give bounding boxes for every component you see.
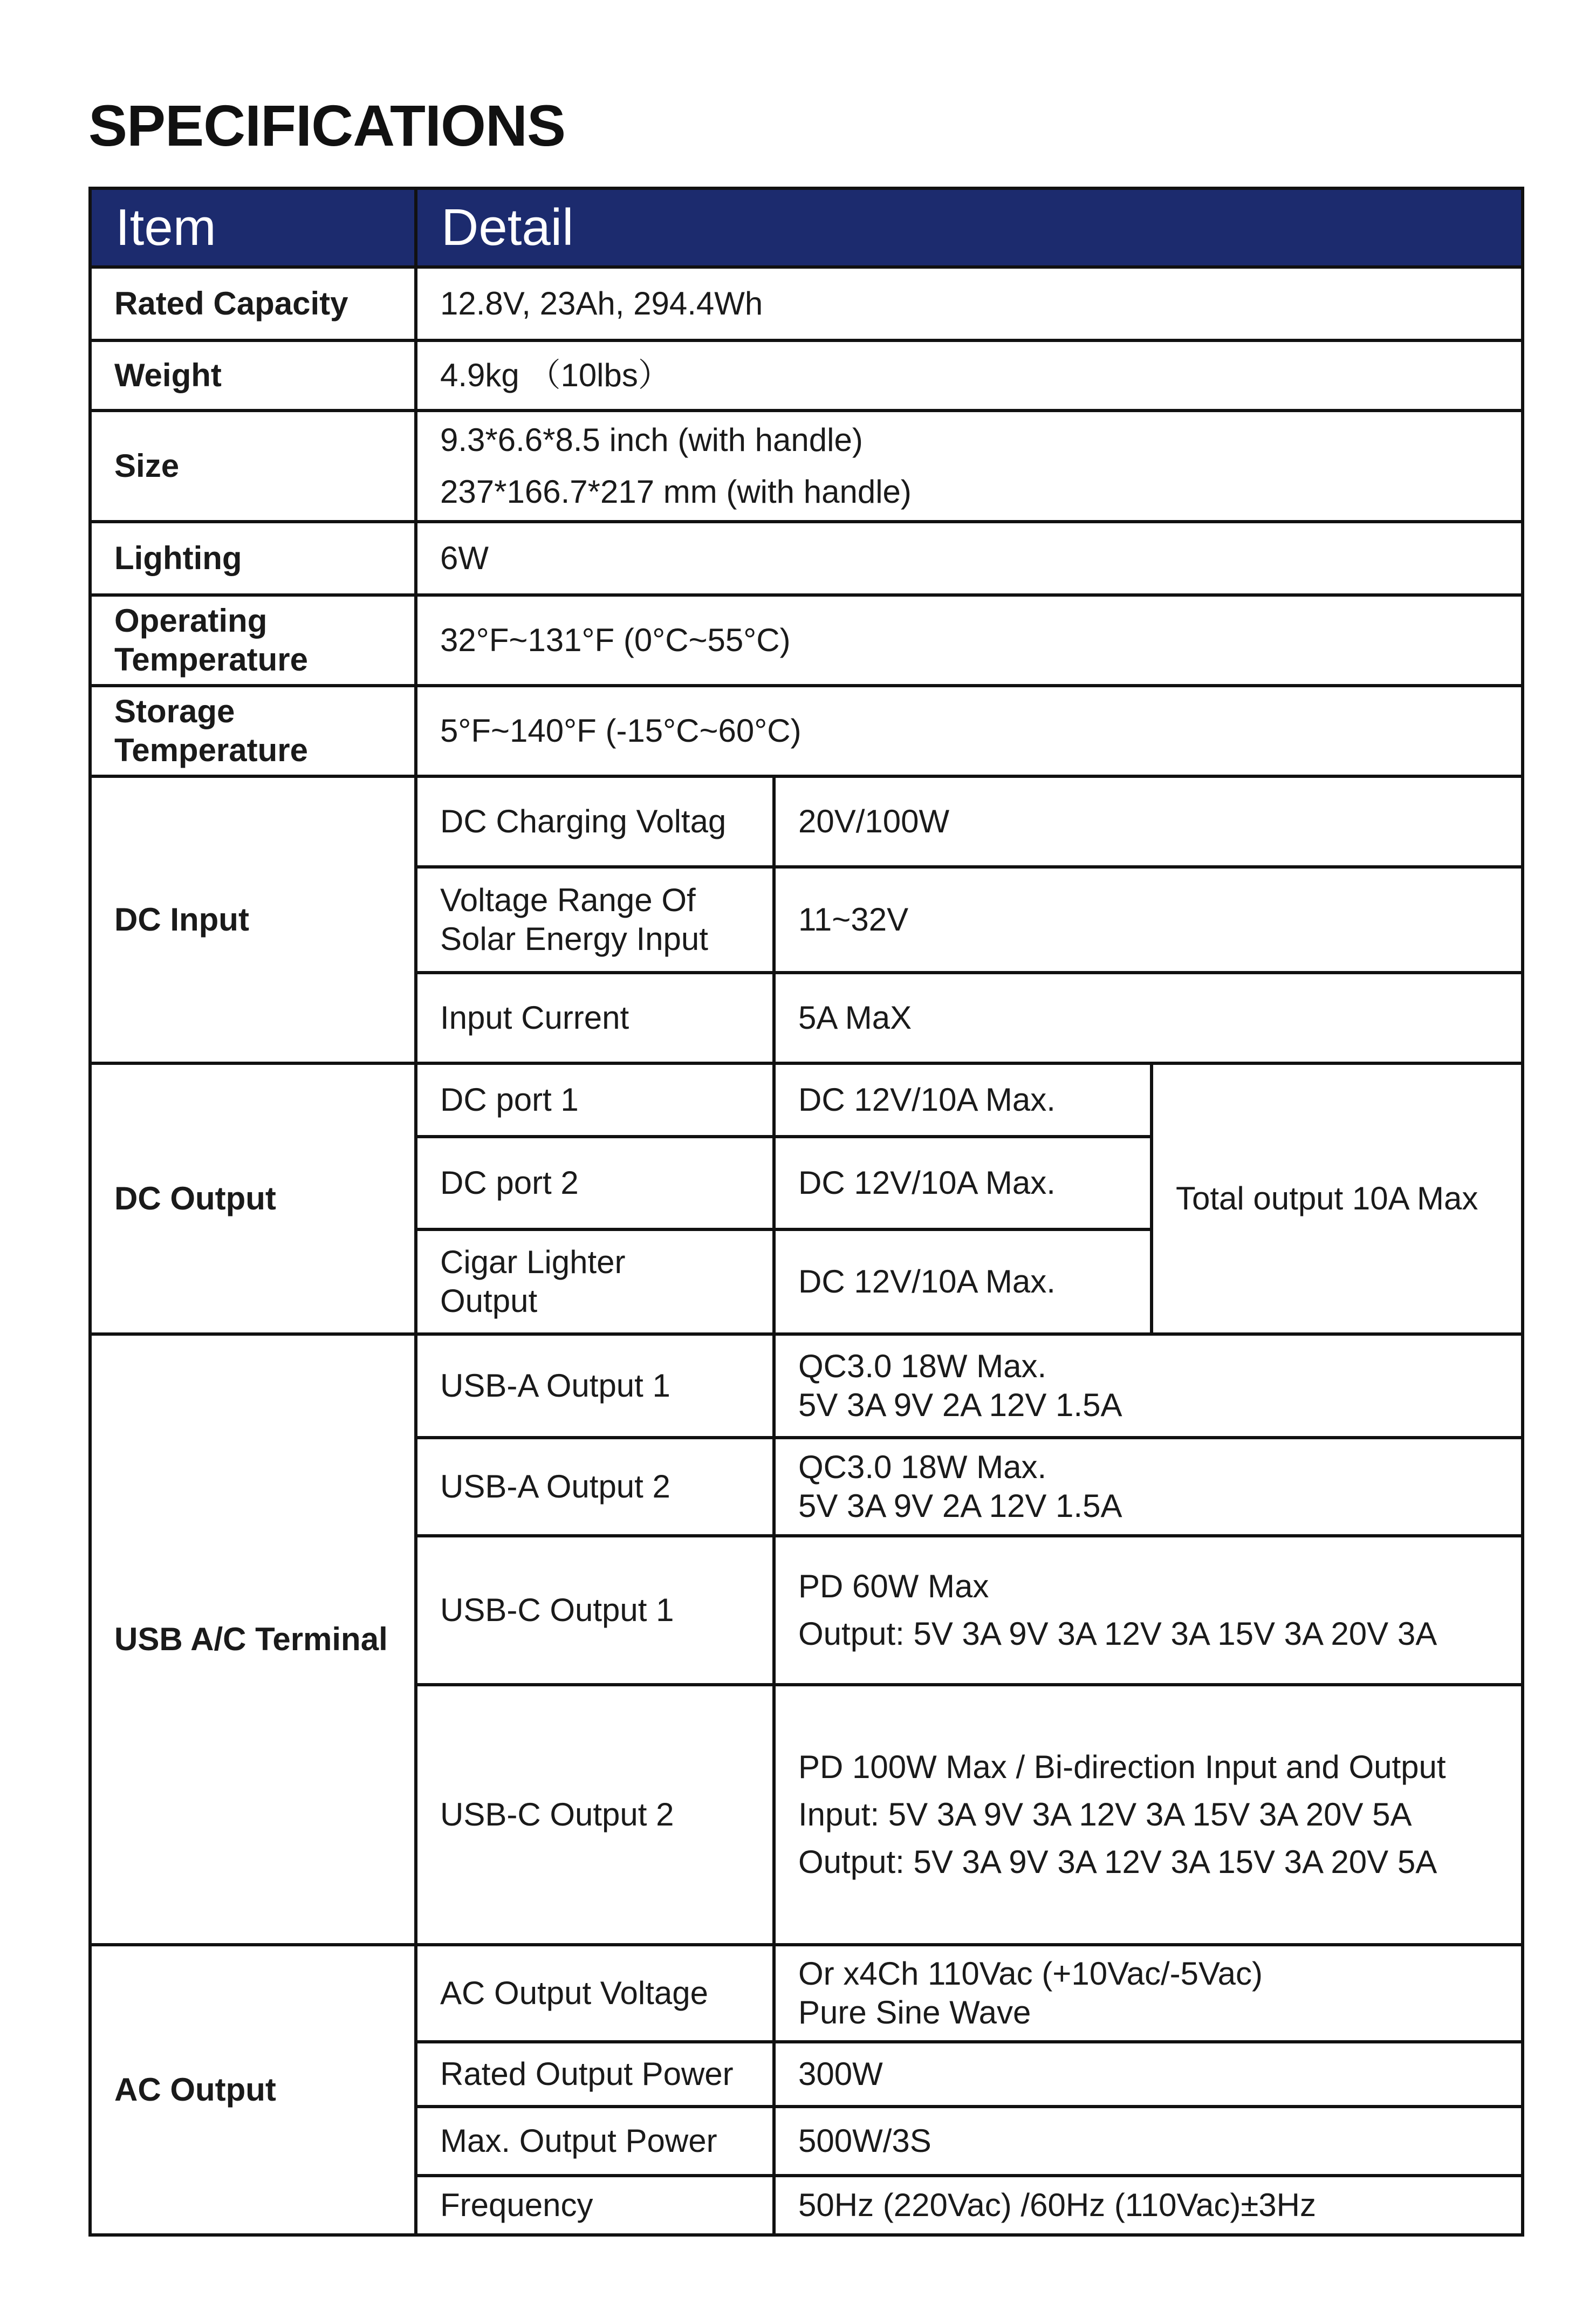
item-value: 300W — [774, 2042, 1523, 2107]
table-row — [90, 595, 1523, 686]
table-row — [90, 1945, 1523, 2042]
item-value — [774, 1438, 1523, 1536]
name-line: Voltage Range Of — [440, 882, 696, 918]
item-value: 11~32V — [774, 867, 1523, 973]
table-row — [90, 340, 1523, 411]
value-line: 5V 3A 9V 2A 12V 1.5A — [798, 1387, 1122, 1423]
item-name: DC port 1 — [416, 1063, 774, 1137]
item-value: 20V/100W — [774, 776, 1523, 867]
item-name: DC port 2 — [416, 1137, 774, 1229]
header-detail: Detail — [416, 188, 1523, 267]
row-value: 5°F~140°F (-15°C~60°C) — [416, 686, 1523, 776]
item-value: 5A MaX — [774, 973, 1523, 1063]
section-label-usb: USB A/C Terminal — [90, 1334, 416, 1945]
item-name: USB-A Output 1 — [416, 1334, 774, 1438]
table-row — [90, 522, 1523, 595]
item-name: USB-C Output 2 — [416, 1685, 774, 1945]
value-line: Or x4Ch 110Vac (+10Vac/-5Vac) — [798, 1956, 1263, 1992]
section-label-dc-output: DC Output — [90, 1063, 416, 1334]
item-name — [416, 867, 774, 973]
header-item: Item — [90, 188, 416, 267]
value-line: Output: 5V 3A 9V 3A 12V 3A 15V 3A 20V 3A — [798, 1616, 1437, 1652]
row-label: Lighting — [90, 522, 416, 595]
value-line: QC3.0 18W Max. — [798, 1348, 1047, 1384]
value-line: 237*166.7*217 mm (with handle) — [440, 474, 912, 510]
label-line: Temperature — [114, 641, 309, 678]
row-label — [90, 686, 416, 776]
row-value: 12.8V, 23Ah, 294.4Wh — [416, 267, 1523, 340]
row-label: Weight — [90, 340, 416, 411]
table-row — [90, 1063, 1523, 1137]
item-name: USB-A Output 2 — [416, 1438, 774, 1536]
row-value: 6W — [416, 522, 1523, 595]
item-value: 50Hz (220Vac) /60Hz (110Vac)±3Hz — [774, 2176, 1523, 2235]
value-line: QC3.0 18W Max. — [798, 1449, 1047, 1485]
table-header-row — [90, 188, 1523, 267]
label-line: Storage — [114, 693, 235, 729]
item-value — [774, 1334, 1523, 1438]
row-value — [416, 411, 1523, 522]
item-name: Frequency — [416, 2176, 774, 2235]
value-line: 5V 3A 9V 2A 12V 1.5A — [798, 1488, 1122, 1524]
table-row — [90, 267, 1523, 340]
row-value: 4.9kg （10lbs） — [416, 340, 1523, 411]
item-value: DC 12V/10A Max. — [774, 1229, 1152, 1334]
item-name: AC Output Voltage — [416, 1945, 774, 2042]
item-name — [416, 1229, 774, 1334]
item-value: DC 12V/10A Max. — [774, 1063, 1152, 1137]
table-row — [90, 686, 1523, 776]
row-label — [90, 595, 416, 686]
item-name: Input Current — [416, 973, 774, 1063]
row-label: Rated Capacity — [90, 267, 416, 340]
row-value: 32°F~131°F (0°C~55°C) — [416, 595, 1523, 686]
item-value — [774, 1536, 1523, 1685]
label-line: Operating — [114, 603, 268, 639]
item-name: DC Charging Voltag — [416, 776, 774, 867]
name-line: Cigar Lighter — [440, 1244, 626, 1280]
section-label-dc-input: DC Input — [90, 776, 416, 1063]
item-name: Max. Output Power — [416, 2107, 774, 2176]
value-line: PD 100W Max / Bi-direction Input and Output — [798, 1749, 1446, 1785]
specifications-table — [88, 187, 1524, 2237]
value-line: Input: 5V 3A 9V 3A 12V 3A 15V 3A 20V 5A — [798, 1796, 1412, 1833]
value-line: Pure Sine Wave — [798, 1994, 1031, 2030]
value-line: 9.3*6.6*8.5 inch (with handle) — [440, 422, 863, 458]
row-label: Size — [90, 411, 416, 522]
item-name: USB-C Output 1 — [416, 1536, 774, 1685]
item-value: DC 12V/10A Max. — [774, 1137, 1152, 1229]
section-label-ac-output: AC Output — [90, 1945, 416, 2235]
table-row — [90, 411, 1523, 522]
label-line: Temperature — [114, 732, 309, 768]
total-output: Total output 10A Max — [1152, 1063, 1523, 1334]
name-line: Output — [440, 1283, 538, 1319]
item-value — [774, 1685, 1523, 1945]
item-value: 500W/3S — [774, 2107, 1523, 2176]
page-title: SPECIFICATIONS — [88, 93, 566, 158]
value-line: Output: 5V 3A 9V 3A 12V 3A 15V 3A 20V 5A — [798, 1844, 1437, 1880]
value-line: PD 60W Max — [798, 1568, 989, 1604]
table-row — [90, 776, 1523, 867]
item-name: Rated Output Power — [416, 2042, 774, 2107]
table-row — [90, 1334, 1523, 1438]
item-value — [774, 1945, 1523, 2042]
name-line: Solar Energy Input — [440, 921, 708, 957]
